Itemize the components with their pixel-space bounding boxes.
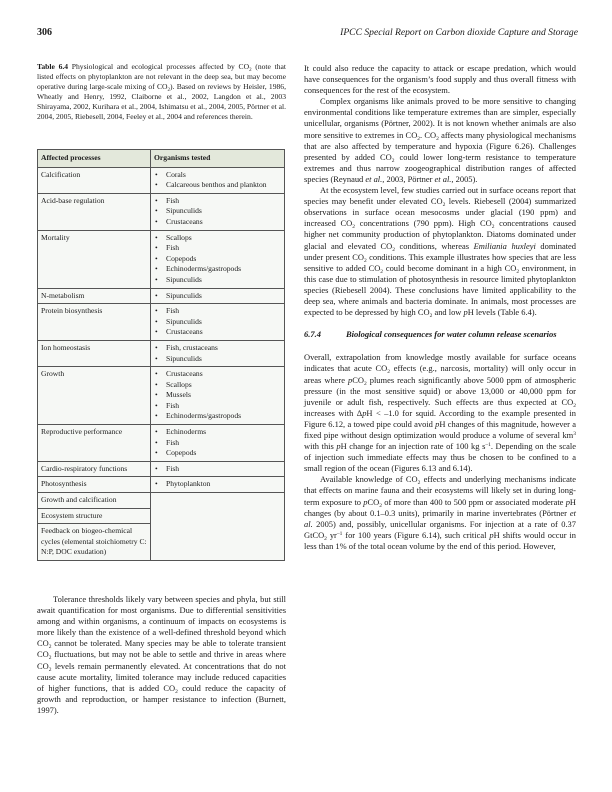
paragraph: Complex organisms like animals proved to be more sensitive to changing environmental conditions like temperature extremes than are simpler, especially unicellular, organisms (Pörtner, 2002). It is not known whether animals are also more sensitive to extremes in $CO_2$. $CO_2$ affects many physiological mechanisms that are also affected by temperature and hypoxia (Figure 6.26). Challenges presented by added $CO_2$ could lower long-term resistance to temperature extremes and thus narrow zoogeographical distribution ranges of affected species (Reynaud et al., 2003, Pörtner et al., 2005). (304, 96, 577, 184)
table-row (38, 304, 285, 341)
table-row (38, 193, 285, 230)
organism-item: • Fish (154, 438, 281, 449)
organism-item: • Crustaceans (154, 369, 281, 380)
organism-item: • Scallops (154, 380, 281, 391)
process-cell: N-metabolism (38, 288, 151, 304)
organisms-cell (151, 288, 285, 304)
organism-item: • Fish (154, 243, 281, 254)
organisms-cell-empty (151, 493, 285, 561)
organisms-cell (151, 193, 285, 230)
paragraph: It could also reduce the capacity to attack or escape predation, which would have consequences for the organism’s food supply and thus overall fitness with consequences for the rest of the ecosystem. (304, 63, 576, 96)
table-row (38, 340, 285, 366)
process-cell: Protein biosynthesis (38, 304, 151, 341)
table-header-row (38, 150, 285, 168)
table-row (38, 167, 285, 193)
process-cell: Ion homeostasis (38, 340, 151, 366)
section-number: 6.7.4 (304, 329, 321, 340)
process-cell: Acid-base regulation (38, 193, 151, 230)
organisms-cell (151, 367, 285, 425)
table-row (38, 461, 285, 477)
organism-item: • Fish (154, 306, 281, 317)
organism-item: • Phytoplankton (154, 479, 281, 490)
process-cell: Cardio-respiratory functions (38, 461, 151, 477)
organism-item: • Echinoderms (154, 427, 281, 438)
page-number: 306 (37, 27, 52, 38)
organism-item: • Crustaceans (154, 327, 281, 338)
table-label: Table 6.4 (37, 62, 69, 71)
organism-item: • Calcareous benthos and plankton (154, 180, 281, 191)
table-row (38, 230, 285, 288)
organism-item: • Mussels (154, 390, 281, 401)
column-header-processes: Affected processes (38, 150, 151, 168)
paragraph: Overall, extrapolation from knowledge mostly available for surface oceans indicates that acute $CO_2$ effects (e.g., narcosis, mortality) will only occur in areas where pCO$_2$ plumes reach significantly above 5000 ppm of atmospheric pressure (in the most sensitive squid) or above 13,000 or 40,000 ppm for juvenile or adult fish, respectively. Such effects are thus expected at $CO_2$ increases with ΔpH < –1.0 for squid. According to the example presented in Figure 6.12, a towed pipe could avoid pH changes of this magnitude, however a fixed pipe without design optimization would produce a volume of several $km^3$ with this pH change for an injection rate of 100 kg $s^{-1}$. Depending on the scale of injection such immediate effects may thus be chosen to be confined to a small region of the ocean (Figures 6.13 and 6.14). (304, 352, 576, 474)
organism-item: • Crustaceans (154, 217, 281, 228)
organisms-cell (151, 461, 285, 477)
organism-item: • Fish (154, 401, 281, 412)
process-cell: Ecosystem structure (38, 508, 151, 524)
organism-item: • Sipunculids (154, 354, 281, 365)
process-cell: Photosynthesis (38, 477, 151, 493)
organisms-cell (151, 230, 285, 288)
organism-item: • Fish (154, 196, 281, 207)
table-caption: Table 6.4 Physiological and ecological processes affected by $CO_2$ (note that listed effects on phytoplankton are not relevant in the deep sea, but may become operative during large-scale mixing of $CO_2$). Based on reviews by Heisler, 1986, Wheatly and Henry, 1992, Claiborne et al., 2002, Langdon et al., 2003 Shirayama, 2002, Kurihara et al., 2004, Ishimatsu et al., 2004, 2005, Pörtner et al. 2004, 2005, Riebesell, 2004, Feeley et al., 2004 and references therein. (37, 62, 286, 122)
paragraph: Available knowledge of $CO_2$ effects and underlying mechanisms indicate that effects on marine fauna and their ecosystems will likely set in during long-term exposure to pCO$_2$ of more than 400 to 500 ppm or associated moderate pH changes (by about 0.1–0.3 units), primarily in marine invertebrates (Pörtner et al. 2005) and, possibly, unicellular organisms. For injection at a rate of 0.37 GtCO$_2$ $yr^{-1}$ for 100 years (Figure 6.14), such critical pH shifts would occur in less than 1% of the total ocean volume by the end of this period. However, (304, 474, 576, 551)
organisms-cell (151, 167, 285, 193)
paragraph: Tolerance thresholds likely vary between species and phyla, but still await quantification for most organisms. Due to differential sensitivities among and within organisms, a continuum of impacts on ecosystems is more likely than the existence of a well-defined threshold beyond which $CO_2$ cannot be tolerated. Many species may be able to tolerate transient $CO_2$ fluctuations, but may not be able to settle and thrive in areas where $CO_2$ levels remain permanently elevated. At concentrations that do not cause acute mortality, limited tolerance may include reduced capacities of higher functions, that is added $CO_2$ could reduce the capacity of growth and reproduction, or hamper resistance to infection (Burnett, 1997). (37, 594, 286, 715)
organism-item: • Scallops (154, 233, 281, 244)
organism-item: • Corals (154, 170, 281, 181)
organisms-cell (151, 340, 285, 366)
organisms-cell (151, 425, 285, 462)
process-cell: Calcification (38, 167, 151, 193)
species-name: Emiliania huxleyi (473, 240, 536, 251)
processes-table (37, 149, 285, 561)
organisms-cell (151, 477, 285, 493)
organism-item: • Sipunculids (154, 275, 281, 286)
process-cell: Feedback on biogeo-chemical cycles (elemental stoichiometry C: N:P, DOC exudation) (38, 524, 151, 561)
paragraph: At the ecosystem level, few studies carried out in surface oceans report that species may benefit under elevated $CO_2$ levels. Riebesell (2004) summarized observations in surface ocean mesocosms under glacial (190 ppm) and increased $CO_2$ concentrations (790 ppm). High $CO_2$ concentrations caused higher net community production of phytoplankton. Diatoms dominated under glacial and elevated $CO_2$ conditions, whereas Emiliania huxleyi dominated under present $CO_2$ conditions. This example illustrates how species that are less sensitive to added $CO_2$ could become dominant in a high $CO_2$ environment, in this case due to stimulation of photosynthesis in resource limited phytoplankton species (Riebesell 2004). These conclusions have limited applicability to the deep sea, where animals and bacteria dominate. In animals, most processes are expected to be depressed by high $CO_2$ and low pH levels (Table 6.4). (304, 185, 577, 320)
table-row (38, 367, 285, 425)
organism-item: • Echinoderms/gastropods (154, 264, 281, 275)
organism-item: • Sipunculids (154, 291, 281, 302)
column-header-organisms: Organisms tested (151, 150, 285, 168)
table-row (38, 477, 285, 493)
left-body-text (37, 594, 286, 716)
table-row (38, 493, 285, 509)
organisms-cell (151, 304, 285, 341)
table-row (38, 425, 285, 462)
organism-item: • Copepods (154, 254, 281, 265)
organism-item: • Sipunculids (154, 317, 281, 328)
table-row (38, 288, 285, 304)
section-title: Biological consequences for water column release scenarios (346, 329, 557, 340)
organism-item: • Echinoderms/gastropods (154, 411, 281, 422)
organism-item: • Sipunculids (154, 206, 281, 217)
organism-item: • Fish (154, 464, 281, 475)
process-cell: Reproductive performance (38, 425, 151, 462)
organism-item: • Fish, crustaceans (154, 343, 281, 354)
organism-item: • Copepods (154, 448, 281, 459)
process-cell: Mortality (38, 230, 151, 288)
process-cell: Growth and calcification (38, 493, 151, 509)
table-body (38, 167, 285, 560)
section-heading (304, 329, 576, 340)
running-header-title: IPCC Special Report on Carbon dioxide Capture and Storage (340, 27, 578, 38)
process-cell: Growth (38, 367, 151, 425)
